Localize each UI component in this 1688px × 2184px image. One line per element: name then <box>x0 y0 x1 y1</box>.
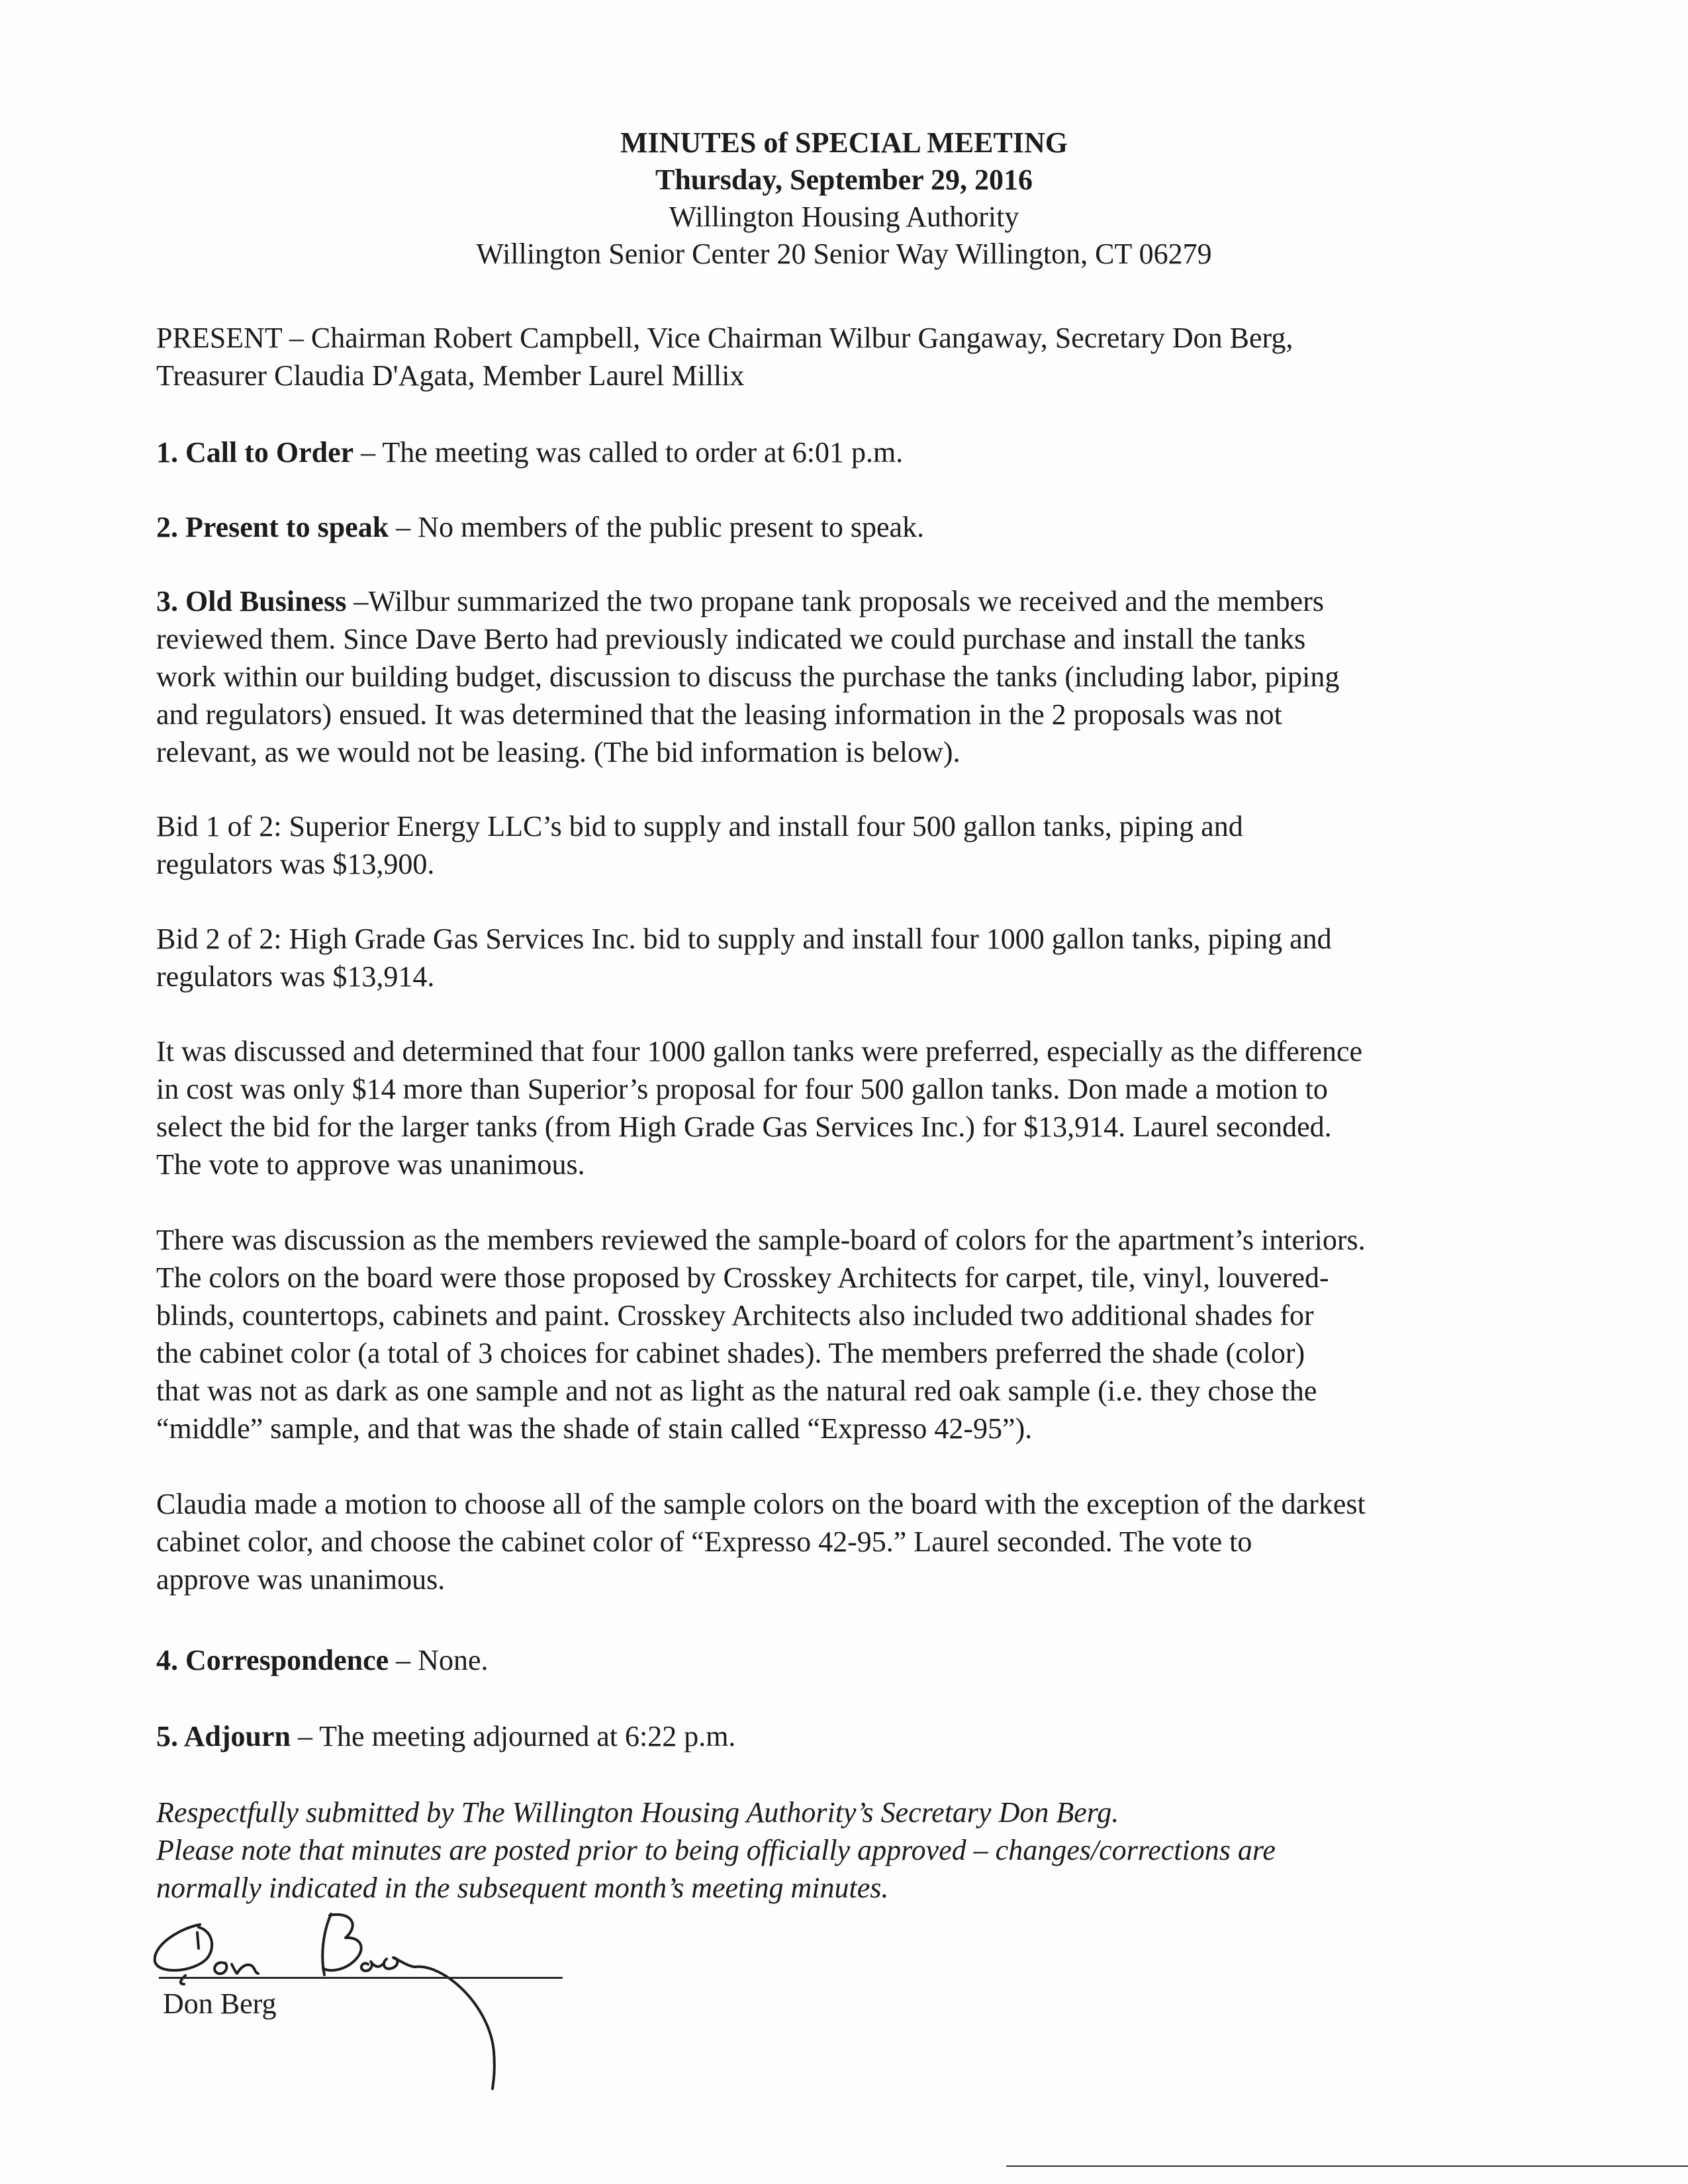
item-heading: 4. Correspondence <box>156 1644 389 1676</box>
item-heading: 1. Call to Order <box>156 436 354 469</box>
item-heading: 5. Adjourn <box>156 1720 291 1752</box>
document-header <box>0 124 1688 273</box>
bid-2-paragraph: Bid 2 of 2: High Grade Gas Services Inc. bid to supply and install four 1000 gallon tanks, piping and regulators was $13,914. <box>156 923 1332 993</box>
signer-name: Don Berg <box>163 1987 277 2020</box>
meeting-date: Thursday, September 29, 2016 <box>655 163 1033 196</box>
signature-line <box>159 1977 563 1979</box>
bid-1-paragraph: Bid 1 of 2: Superior Energy LLC’s bid to supply and install four 500 gallon tanks, piping and regulators was $13,900. <box>156 810 1243 880</box>
claudia-motion-paragraph: Claudia made a motion to choose all of the sample colors on the board with the exception of the darkest cabinet color, and choose the cabinet color of “Expresso 42-95.” Laurel seconded. The vote to approve was unanimous. <box>156 1488 1366 1596</box>
page-edge-line <box>1006 2165 1688 2167</box>
document-title: MINUTES of SPECIAL MEETING <box>620 126 1068 159</box>
item-heading: 3. Old Business <box>156 585 347 617</box>
attendees-paragraph: PRESENT – Chairman Robert Campbell, Vice Chairman Wilbur Gangaway, Secretary Don Berg, Treasurer Claudia D'Agata, Member Laurel Millix <box>156 322 1293 392</box>
item-correspondence: 4. Correspondence – None. <box>156 1644 489 1676</box>
color-discussion-paragraph: There was discussion as the members reviewed the sample-board of colors for the apartment’s interiors. The colors on the board were those proposed by Crosskey Architects for carpet, tile, vinyl, louvered- blinds, countertops, cabinets and paint. Crosskey Architects also included two additional shades for the cabinet color (a total of 3 choices for cabinet shades). The members preferred the shade (color) that was not as dark as one sample and not as light as the natural red oak sample (i.e. they chose the “middle” sample, and that was the shade of stain called “Expresso 42-95”). <box>156 1224 1366 1445</box>
organization-name: Willington Housing Authority <box>669 201 1019 233</box>
item-present-to-speak: 2. Present to speak – No members of the public present to speak. <box>156 511 925 543</box>
meeting-location: Willington Senior Center 20 Senior Way Willington, CT 06279 <box>476 238 1212 270</box>
tank-discussion-paragraph: It was discussed and determined that four 1000 gallon tanks were preferred, especially as the difference in cost was only $14 more than Superior’s proposal for four 500 gallon tanks. Don made a motion to select the bid for the larger tanks (from High Grade Gas Services Inc.) for $13,914. Laurel seconded. The vote to approve was unanimous. <box>156 1035 1363 1181</box>
item-old-business: 3. Old Business –Wilbur summarized the two propane tank proposals we received and the members reviewed them. Since Dave Berto had previously indicated we could purchase and install the tanks work within our building budget, discussion to discuss the purchase the tanks (including labor, piping and regulators) ensued. It was determined that the leasing information in the 2 proposals was not relevant, as we would not be leasing. (The bid information is below). <box>156 585 1340 768</box>
item-adjourn: 5. Adjourn – The meeting adjourned at 6:22 p.m. <box>156 1720 736 1752</box>
item-call-to-order: 1. Call to Order – The meeting was called to order at 6:01 p.m. <box>156 436 904 469</box>
item-heading: 2. Present to speak <box>156 511 389 543</box>
submission-note: Respectfully submitted by The Willington Housing Authority’s Secretary Don Berg. Please note that minutes are posted prior to being officially approved – changes/corrections are normally indicated in the subsequent month’s meeting minutes. <box>156 1796 1276 1904</box>
